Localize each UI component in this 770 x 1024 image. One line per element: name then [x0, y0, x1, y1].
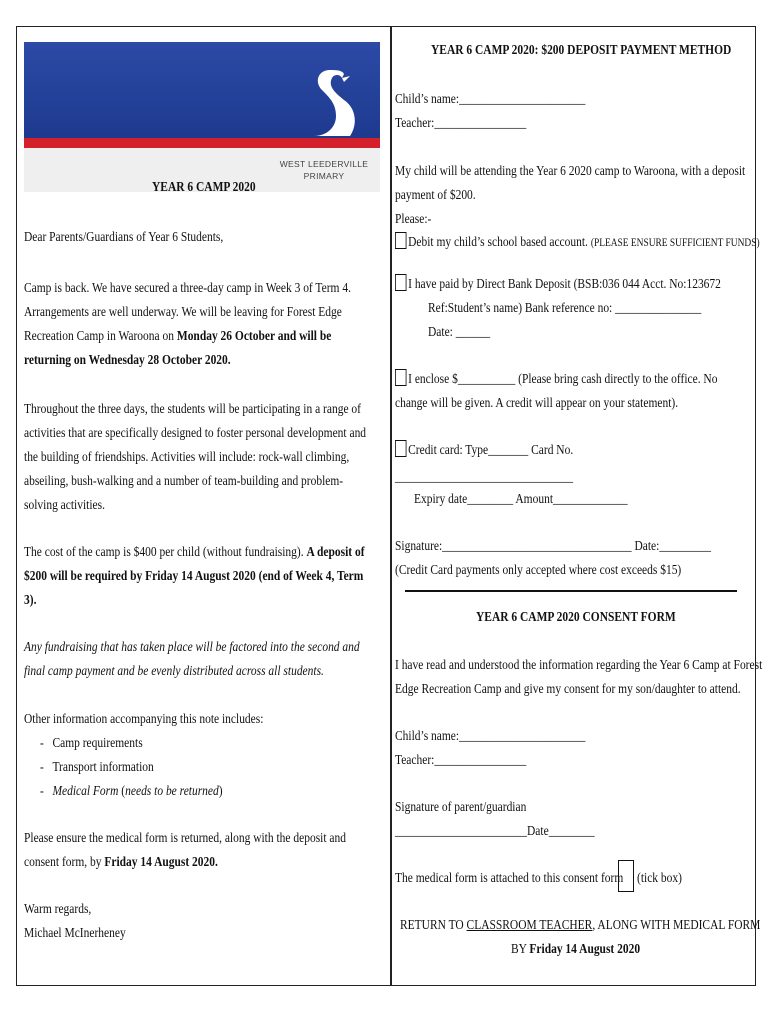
letter-p2-line2: activities that are specifically designed to foster personal development and [24, 426, 367, 441]
letter-p1-line1: Camp is back. We have secured a three-day camp in Week 3 of Term 4. [24, 281, 351, 296]
letter-p1-text: Recreation Camp in Waroona on [24, 329, 177, 344]
letter-p1-bold: Monday 26 October and will be [176, 329, 332, 344]
payment-intro-line1: My child will be attending the Year 6 2020 camp to Waroona, with a deposit [395, 164, 746, 179]
payment-signature-field[interactable]: Signature:_________________________________ Date:_________ [395, 539, 712, 554]
payment-option-debit[interactable] [395, 231, 760, 256]
list-item: - Transport information [40, 760, 154, 775]
return-classroom-teacher: CLASSROOM TEACHER [466, 918, 593, 933]
card-checkbox[interactable] [395, 440, 406, 457]
consent-signature-field[interactable]: _______________________Date________ [395, 824, 595, 839]
letter-p1-line3 [24, 325, 331, 349]
letter-p3-bold: A deposit of [306, 545, 365, 560]
cash-label: I enclose $__________ (Please bring cash directly to the office. No [408, 372, 718, 387]
letter-p1-line4: returning on Wednesday 28 October 2020. [24, 353, 231, 368]
return-date: Friday 14 August 2020 [529, 942, 641, 957]
letter-p6-line1: Please ensure the medical form is returned, along with the deposit and [24, 831, 346, 846]
school-name [276, 158, 372, 182]
list-item-text: Camp requirements [52, 736, 143, 751]
payment-teacher-field[interactable]: Teacher:________________ [395, 116, 527, 131]
letter-p2-line3: the building of friendships. Activities will include: rock-wall climbing, [24, 450, 350, 465]
medical-form-statement: The medical form is attached to this consent form [395, 871, 624, 886]
letter-p1-line2: Arrangements are well underway. We will be leaving for Forest Edge [24, 305, 342, 320]
debit-checkbox[interactable] [395, 232, 406, 249]
payment-childs-name-field[interactable]: Child’s name:______________________ [395, 92, 586, 107]
cash-note: change will be given. A credit will appear on your statement). [395, 396, 679, 411]
cash-checkbox[interactable] [395, 369, 406, 386]
letter-p3-line2: $200 will be required by Friday 14 August 2020 (end of Week 4, Term [24, 569, 364, 584]
letter-p4-line2: final camp payment and be evenly distributed across all students. [24, 664, 324, 679]
consent-childs-name-field[interactable]: Child’s name:______________________ [395, 729, 586, 744]
list-item-text: Transport information [52, 760, 154, 775]
card-label: Credit card: Type_______ Card No. [408, 443, 574, 458]
letter-p2-line5: solving activities. [24, 498, 105, 513]
letter-p6-text: consent form, by [24, 855, 105, 870]
card-expiry-amount-field[interactable]: Expiry date________ Amount_____________ [414, 492, 628, 507]
debit-label: Debit my child’s school based account. [408, 235, 588, 250]
letter-p5-intro: Other information accompanying this note includes: [24, 712, 264, 727]
return-instruction [400, 914, 760, 938]
letter-p6-line2 [24, 851, 218, 875]
letter-p3-text: The cost of the camp is $400 per child (without fundraising). [24, 545, 307, 560]
tick-box-label: (tick box) [637, 871, 682, 886]
school-name-line1: WEST LEEDERVILLE [279, 159, 369, 169]
return-by: BY [511, 942, 530, 957]
bank-reference-field[interactable]: Ref:Student’s name) Bank reference no: _______________ [428, 301, 702, 316]
letter-title: YEAR 6 CAMP 2020 [152, 180, 256, 195]
consent-title: YEAR 6 CAMP 2020 CONSENT FORM [476, 610, 676, 625]
payment-option-cash[interactable] [395, 368, 717, 392]
consent-signature-label: Signature of parent/guardian [395, 800, 527, 815]
letter-signer: Michael McInerheney [24, 926, 126, 941]
return-deadline [511, 938, 640, 962]
bank-checkbox[interactable] [395, 274, 406, 291]
card-number-field[interactable]: _______________________________ [395, 470, 573, 485]
school-name-line2: PRIMARY [303, 171, 345, 181]
letter-signoff: Warm regards, [24, 902, 92, 917]
letter-p3-line3: 3). [24, 593, 37, 608]
credit-card-note: (Credit Card payments only accepted where cost exceeds $15) [395, 563, 682, 578]
bank-date-field[interactable]: Date: ______ [428, 325, 491, 340]
list-item: - Medical Form (needs to be returned) [40, 784, 223, 799]
payment-option-bank[interactable] [395, 273, 721, 297]
letter-p4-line1: Any fundraising that has taken place will be factored into the second and [24, 640, 360, 655]
column-divider [390, 26, 392, 986]
debit-note: (PLEASE ENSURE SUFFICIENT FUNDS) [590, 237, 760, 249]
letter-greeting: Dear Parents/Guardians of Year 6 Students, [24, 230, 224, 245]
payment-please: Please:- [395, 212, 432, 227]
swan-logo-icon [300, 64, 364, 144]
letter-p6-bold: Friday 14 August 2020. [104, 855, 218, 870]
list-item-text: Medical Form [52, 784, 119, 799]
bank-label: I have paid by Direct Bank Deposit (BSB:036 044 Acct. No:123672 [408, 277, 721, 292]
consent-teacher-field[interactable]: Teacher:________________ [395, 753, 527, 768]
consent-text-line1: I have read and understood the information regarding the Year 6 Camp at Forest [395, 658, 763, 673]
return-prefix: RETURN TO [400, 918, 467, 933]
list-item: - Camp requirements [40, 736, 143, 751]
consent-text-line2: Edge Recreation Camp and give my consent for my son/daughter to attend. [395, 682, 741, 697]
payment-intro-line2: payment of $200. [395, 188, 476, 203]
letter-p3-line1 [24, 541, 365, 565]
letter-p2-line1: Throughout the three days, the students will be participating in a range of [24, 402, 361, 417]
section-separator [405, 590, 737, 592]
return-suffix: , ALONG WITH MEDICAL FORM [592, 918, 761, 933]
list-item-note: needs to be returned [125, 784, 219, 799]
payment-option-card[interactable] [395, 439, 573, 463]
medical-form-tickbox[interactable] [618, 860, 634, 892]
payment-title: YEAR 6 CAMP 2020: $200 DEPOSIT PAYMENT METHOD [431, 43, 732, 58]
letter-p2-line4: abseiling, bush-walking and a number of team-building and problem- [24, 474, 344, 489]
